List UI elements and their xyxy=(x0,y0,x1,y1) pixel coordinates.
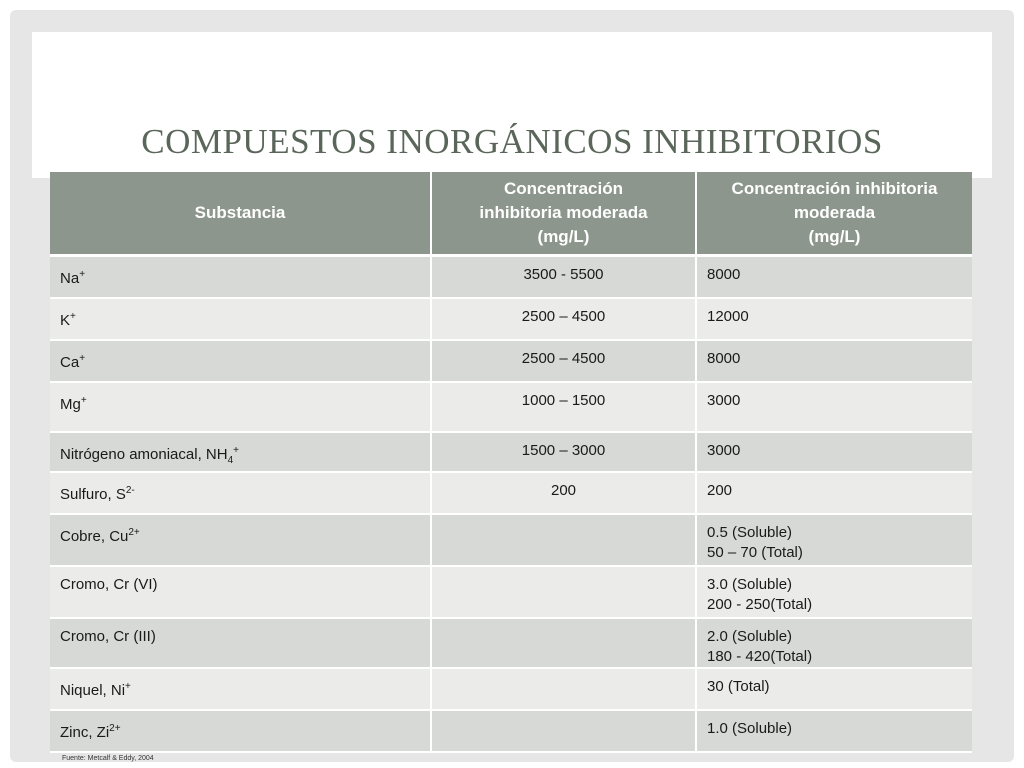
table-row xyxy=(50,256,972,298)
inhibitory-concentration-cell: 8000 xyxy=(696,256,972,298)
substance-cell: Cobre, $Cu^{2+}$ xyxy=(50,514,431,566)
substance-cell: Cromo, Cr (VI) xyxy=(50,566,431,618)
table-row xyxy=(50,618,972,668)
inhibitory-concentration-cell: 200 xyxy=(696,472,972,514)
moderate-concentration-cell xyxy=(431,618,696,668)
substance-cell: Ca+ xyxy=(50,340,431,382)
moderate-concentration-cell: 1500 – 3000 xyxy=(431,432,696,472)
substance-cell: Zinc, $Zi^{2+}$ xyxy=(50,710,431,752)
substance-cell: Na+ xyxy=(50,256,431,298)
header-substance: Substancia xyxy=(50,172,431,256)
inhibitory-concentration-cell: 3000 xyxy=(696,382,972,432)
source-citation: Fuente: Metcalf & Eddy, 2004 xyxy=(62,755,154,762)
inhibitory-concentration-cell: 30 (Total) xyxy=(696,668,972,710)
inhibitory-concentration-cell: 2.0 (Soluble) 180 - 420(Total) xyxy=(696,618,972,668)
inhibitory-concentration-cell: 3000 xyxy=(696,432,972,472)
inhibitory-concentration-cell: 12000 xyxy=(696,298,972,340)
substance-cell: Niquel, Ni+ xyxy=(50,668,431,710)
header-moderate-concentration: Concentración inhibitoria moderada (mg/L) xyxy=(431,172,696,256)
substance-cell: Nitrógeno amoniacal, $NH_4^+$ xyxy=(50,432,431,472)
inhibitory-concentration-cell: 0.5 (Soluble) 50 – 70 (Total) xyxy=(696,514,972,566)
table-row xyxy=(50,382,972,432)
table-row xyxy=(50,472,972,514)
moderate-concentration-cell: 3500 - 5500 xyxy=(431,256,696,298)
moderate-concentration-cell xyxy=(431,710,696,752)
substance-cell: Mg+ xyxy=(50,382,431,432)
table-row xyxy=(50,432,972,472)
table-row xyxy=(50,514,972,566)
moderate-concentration-cell: 2500 – 4500 xyxy=(431,298,696,340)
substance-cell: Sulfuro, $S^{2-}$ xyxy=(50,472,431,514)
moderate-concentration-cell: 1000 – 1500 xyxy=(431,382,696,432)
inhibitory-concentration-cell: 1.0 (Soluble) xyxy=(696,710,972,752)
slide-title: COMPUESTOS INORGÁNICOS INHIBITORIOS xyxy=(141,122,883,161)
inhibitory-concentration-cell: 3.0 (Soluble) 200 - 250(Total) xyxy=(696,566,972,618)
substance-cell: K+ xyxy=(50,298,431,340)
table-row xyxy=(50,710,972,752)
moderate-concentration-cell xyxy=(431,514,696,566)
inhibitory-compounds-table xyxy=(50,172,972,753)
header-inhibitory-concentration: Concentración inhibitoria moderada (mg/L) xyxy=(696,172,972,256)
moderate-concentration-cell xyxy=(431,566,696,618)
moderate-concentration-cell xyxy=(431,668,696,710)
table-row xyxy=(50,298,972,340)
inhibitory-concentration-cell: 8000 xyxy=(696,340,972,382)
moderate-concentration-cell: 200 xyxy=(431,472,696,514)
substance-cell: Cromo, Cr (III) xyxy=(50,618,431,668)
table-row xyxy=(50,668,972,710)
table-row xyxy=(50,340,972,382)
table-row xyxy=(50,566,972,618)
title-panel xyxy=(32,32,992,178)
moderate-concentration-cell: 2500 – 4500 xyxy=(431,340,696,382)
table-header-row xyxy=(50,172,972,256)
